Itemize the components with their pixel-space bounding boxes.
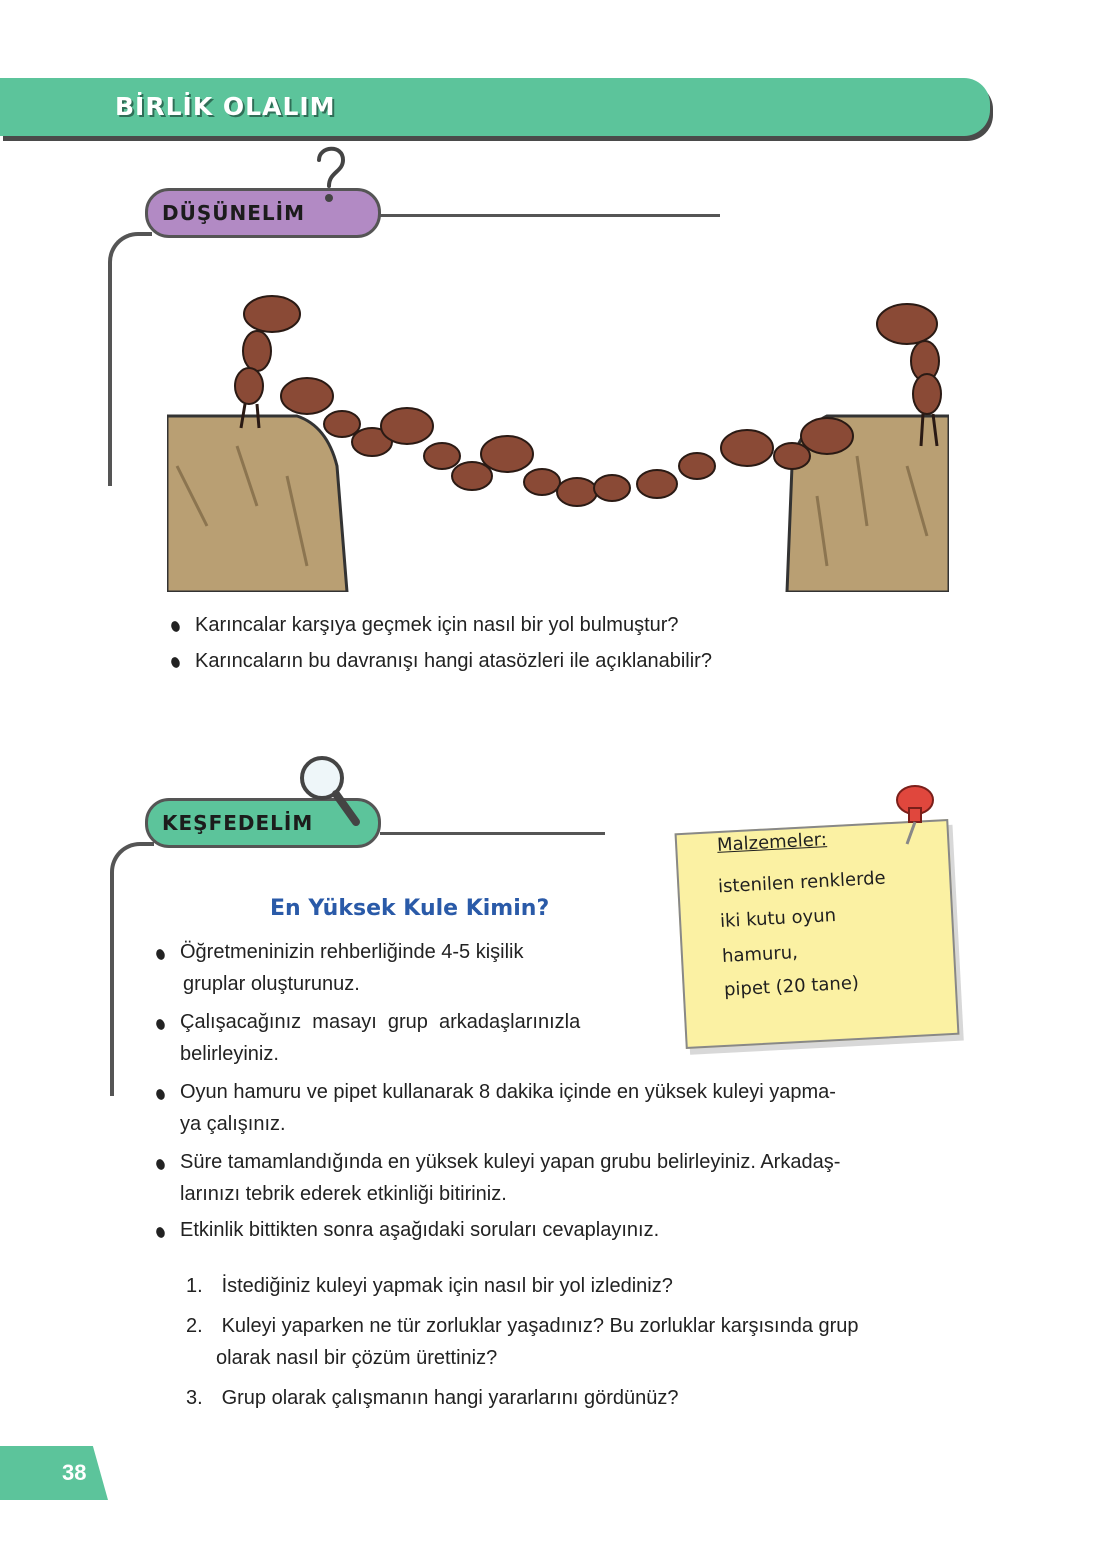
numbered-question: 2. Kuleyi yaparken ne tür zorluklar yaşadınız? Bu zorluklar karşısında grup olarak nasıl bir çözüm ürettiniz?: [186, 1315, 859, 1369]
bullet-icon: [155, 948, 167, 961]
bullet-icon: [170, 656, 182, 669]
bullet-icon: [155, 1158, 167, 1171]
activity-bullet: Süre tamamlandığında en yüksek kuleyi yapan grubu belirleyiniz. Arkadaş- larınızı tebrik ederek etkinliği bitiriniz.: [180, 1151, 841, 1205]
think-question: Karıncaların bu davranışı hangi atasözleri ile açıklanabilir?: [195, 650, 712, 672]
discover-swoosh-curve: [110, 842, 154, 1096]
numbered-question: 1. İstediğiniz kuleyi yapmak için nasıl bir yol izlediniz?: [186, 1275, 673, 1297]
magnifier-icon: [296, 752, 366, 832]
think-swoosh-line: [380, 214, 720, 217]
page-title: BİRLİK OLALIM: [115, 92, 336, 121]
ant-bridge-illustration: [167, 266, 949, 592]
pushpin-icon: [885, 780, 945, 850]
bullet-icon: [155, 1226, 167, 1239]
numbered-question: 3. Grup olarak çalışmanın hangi yararlarını gördünüz?: [186, 1387, 679, 1409]
think-badge-label: DÜŞÜNELİM: [162, 201, 305, 225]
activity-bullet: Öğretmeninizin rehberliğinde 4-5 kişilik gruplar oluşturunuz.: [180, 941, 524, 995]
bullet-icon: [155, 1088, 167, 1101]
activity-bullet: Etkinlik bittikten sonra aşağıdaki soruları cevaplayınız.: [180, 1219, 660, 1241]
materials-line: pipet (20 tane): [723, 972, 860, 1001]
materials-heading: Malzemeler:: [716, 829, 828, 856]
activity-title: En Yüksek Kule Kimin?: [270, 896, 550, 921]
materials-line: hamuru,: [721, 942, 799, 967]
discover-swoosh-line: [380, 832, 605, 835]
materials-line: iki kutu oyun: [719, 904, 837, 933]
page-number: 38: [62, 1460, 87, 1485]
activity-bullet: Oyun hamuru ve pipet kullanarak 8 dakika içinde en yüksek kuleyi yapma- ya çalışınız.: [180, 1081, 836, 1135]
materials-line: istenilen renklerde: [717, 867, 887, 898]
discover-badge-label: KEŞFEDELİM: [162, 811, 314, 835]
bullet-icon: [155, 1018, 167, 1031]
page-number-tab: [0, 1446, 108, 1500]
think-swoosh-curve: [108, 232, 152, 486]
bullet-icon: [170, 620, 182, 633]
activity-bullet: Çalışacağınız masayı grup arkadaşlarınızla belirleyiniz.: [180, 1011, 581, 1065]
question-mark-icon: [305, 140, 355, 210]
think-question: Karıncalar karşıya geçmek için nasıl bir yol bulmuştur?: [195, 614, 679, 636]
